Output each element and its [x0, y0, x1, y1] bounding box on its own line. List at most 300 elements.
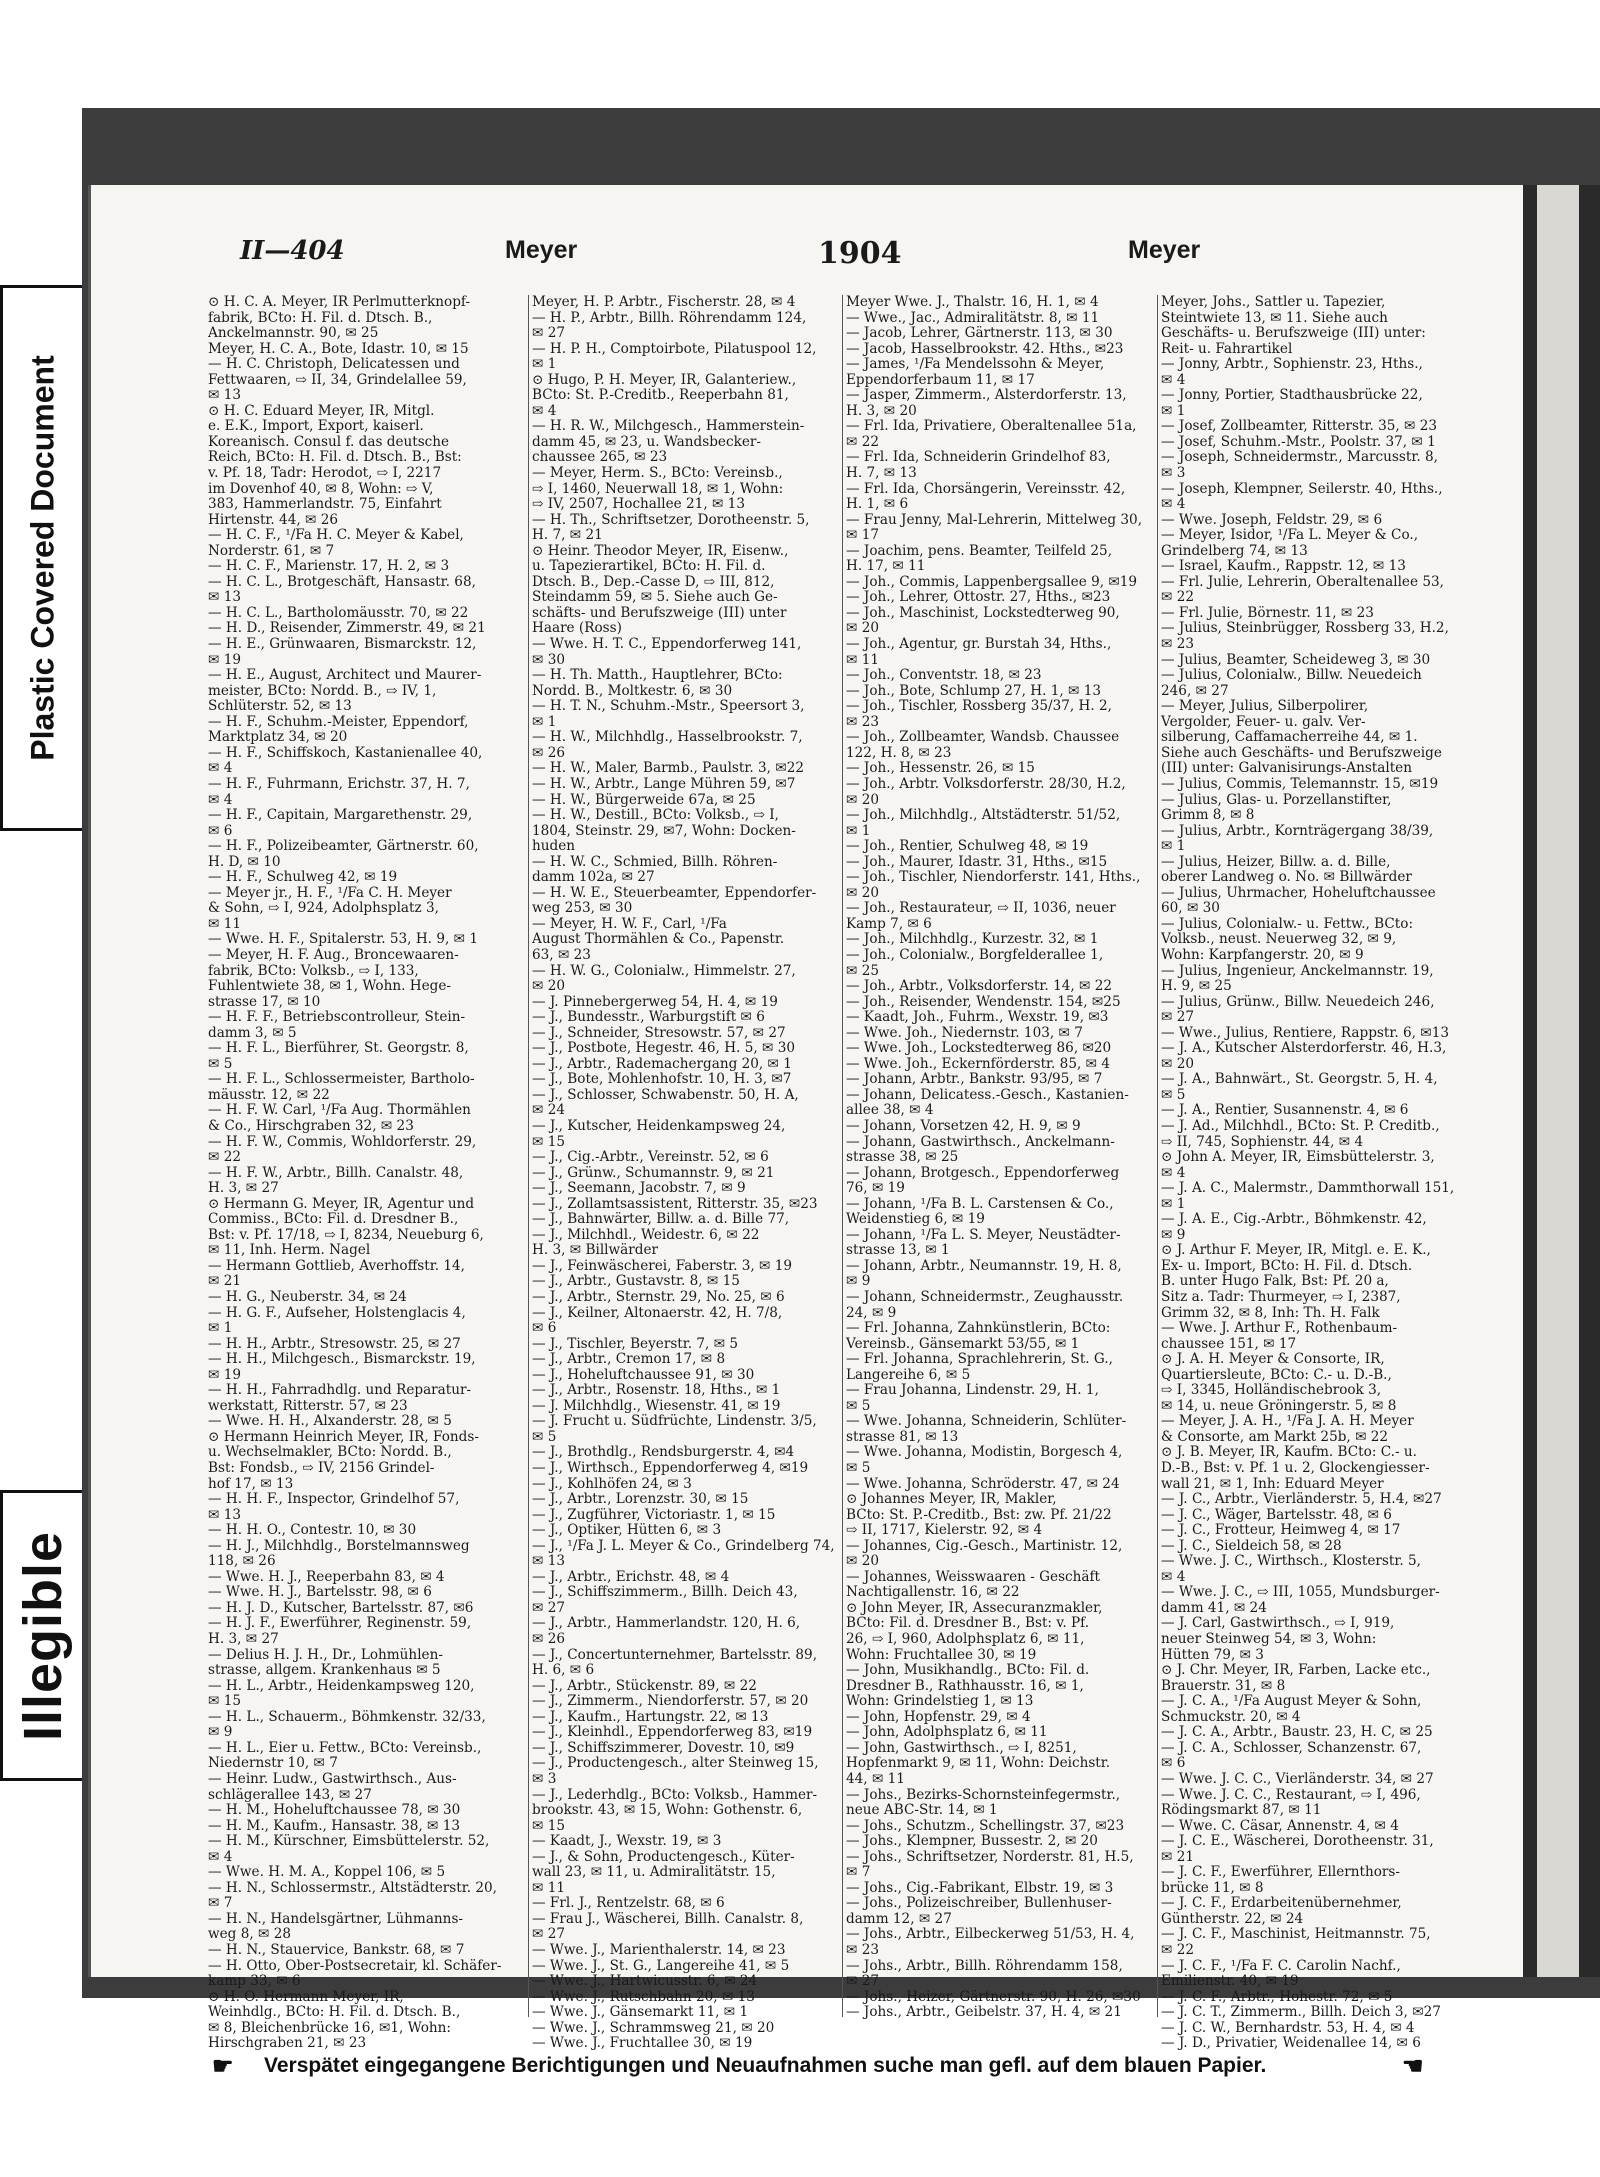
- directory-line: Fuhlentwiete 38, ✉ 1, Wohn. Hege-: [208, 978, 451, 995]
- directory-line: ✉ 7: [208, 1895, 233, 1912]
- directory-line: — Joh., Lehrer, Ottostr. 27, Hths., ✉23: [846, 589, 1111, 606]
- directory-line: — J. Carl, Gastwirthsch., ⇨ I, 919,: [1161, 1615, 1395, 1632]
- page-right-edge: [1523, 185, 1600, 1977]
- directory-line: 63, ✉ 23: [532, 946, 591, 963]
- directory-line: H. 3, ✉ 27: [208, 1631, 279, 1648]
- directory-line: — H. W. C., Schmied, Billh. Röhren-: [532, 853, 778, 870]
- directory-line: August Thormählen & Co., Papenstr.: [532, 931, 785, 948]
- directory-line: damm 41, ✉ 24: [1161, 1599, 1267, 1616]
- directory-line: — Johann, ¹/Fa B. L. Carstensen & Co.,: [846, 1195, 1114, 1212]
- directory-line: — J. Pinnebergerweg 54, H. 4, ✉ 19: [532, 993, 778, 1010]
- directory-line: — H. F., Fuhrmann, Erichstr. 37, H. 7,: [208, 775, 470, 792]
- directory-line: ✉ 23: [1161, 636, 1195, 653]
- directory-line: ✉ 22: [1161, 589, 1195, 606]
- directory-line: — H. M., Kaufm., Hansastr. 38, ✉ 13: [208, 1817, 461, 1834]
- directory-line: — H. F. F., Betriebscontrolleur, Stein-: [208, 1009, 466, 1026]
- directory-line: — Johannes, Cig.-Gesch., Martinistr. 12,: [846, 1537, 1123, 1554]
- directory-line: ✉ 7: [846, 1864, 871, 1881]
- directory-line: — J., Keilner, Altonaerstr. 42, H. 7/8,: [532, 1304, 783, 1321]
- directory-line: — J., Lederhdlg., BCto: Volksb., Hammer-: [532, 1786, 818, 1803]
- directory-line: — H. L., Arbtr., Heidenkampsweg 120,: [208, 1677, 475, 1694]
- directory-line: — J., Schlosser, Schwabenstr. 50, H. A,: [532, 1086, 799, 1103]
- directory-line: — Joseph, Klempner, Seilerstr. 40, Hths.,: [1161, 480, 1443, 497]
- directory-line: — H. C. L., Bartholomäusstr. 70, ✉ 22: [208, 604, 469, 621]
- directory-line: — J., Feinwäscherei, Faberstr. 3, ✉ 19: [532, 1257, 793, 1274]
- directory-line: Brauerstr. 31, ✉ 8: [1161, 1677, 1286, 1694]
- directory-line: ✉ 27: [532, 1599, 566, 1616]
- directory-line: Schlüterstr. 52, ✉ 13: [208, 698, 352, 715]
- directory-line: ✉ 6: [1161, 1755, 1186, 1772]
- directory-line: — J. C., Sieldeich 58, ✉ 28: [1161, 1537, 1342, 1554]
- directory-line: ✉ 9: [846, 1273, 871, 1290]
- directory-line: — H. N., Handelsgärtner, Lühmanns-: [208, 1910, 464, 1927]
- directory-line: — Julius, Commis, Telemannstr. 15, ✉19: [1161, 775, 1439, 792]
- illegible-label: Illegible: [13, 1530, 73, 1741]
- directory-line: — J. A., Kutscher Alsterdorferstr. 46, H.3,: [1161, 1040, 1447, 1057]
- directory-line: — Frl. Julie, Börnestr. 11, ✉ 23: [1161, 604, 1374, 621]
- directory-line: — John, Adolphsplatz 6, ✉ 11: [846, 1724, 1048, 1741]
- directory-line: — J. C., Wäger, Bartelsstr. 48, ✉ 6: [1161, 1506, 1392, 1523]
- directory-line: — H. F. W. Carl, ¹/Fa Aug. Thormählen: [208, 1102, 471, 1119]
- directory-line: 76, ✉ 19: [846, 1180, 905, 1197]
- directory-line: — J. C. F., Maschinist, Heitmannstr. 75,: [1161, 1926, 1431, 1943]
- directory-line: — Julius, Grünw., Billw. Neuedeich 246,: [1161, 993, 1435, 1010]
- directory-line: — H. J., Milchhdlg., Borstelmannsweg: [208, 1537, 470, 1554]
- directory-line: Emilienstr. 40, ✉ 19: [1161, 1973, 1299, 1990]
- directory-line: D.-B., Bst: v. Pf. 1 u. 2, Glockengiesser-: [1161, 1460, 1430, 1477]
- directory-line: ✉ 13: [208, 387, 242, 404]
- directory-line: ✉ 22: [1161, 1941, 1195, 1958]
- directory-line: — Frl. Johanna, Sprachlehrerin, St. G.,: [846, 1351, 1113, 1368]
- directory-line: brücke 11, ✉ 8: [1161, 1879, 1264, 1896]
- directory-line: — Wwe. Joseph, Feldstr. 29, ✉ 6: [1161, 511, 1383, 528]
- directory-line: ✉ 9: [208, 1724, 233, 1741]
- directory-line: — Julius, Arbtr., Kornträgergang 38/39,: [1161, 822, 1434, 839]
- directory-line: — Joh., Maurer, Idastr. 31, Hths., ✉15: [846, 853, 1108, 870]
- directory-line: im Dovenhof 40, ✉ 8, Wohn: ⇨ V,: [208, 480, 434, 497]
- directory-line: — H. J. D., Kutscher, Bartelsstr. 87, ✉6: [208, 1599, 474, 1616]
- directory-line: damm 102a, ✉ 27: [532, 869, 655, 886]
- directory-line: — H. H., Milchgesch., Bismarckstr. 19,: [208, 1351, 476, 1368]
- directory-line: — Wwe. J. C., Wirthsch., Klosterstr. 5,: [1161, 1553, 1421, 1570]
- directory-line: Rödingsmarkt 87, ✉ 11: [1161, 1802, 1322, 1819]
- directory-line: ⊙ Hermann G. Meyer, IR, Agentur und: [208, 1195, 475, 1212]
- directory-line: — Frau Johanna, Lindenstr. 29, H. 1,: [846, 1382, 1099, 1399]
- directory-line: ✉ 3: [1161, 465, 1186, 482]
- directory-line: Hütten 79, ✉ 3: [1161, 1646, 1264, 1663]
- directory-line: — Jonny, Arbtr., Sophienstr. 23, Hths.,: [1161, 356, 1423, 373]
- directory-line: ⊙ Heinr. Theodor Meyer, IR, Eisenw.,: [532, 542, 789, 559]
- directory-line: — Joh., Bote, Schlump 27, H. 1, ✉ 13: [846, 682, 1102, 699]
- directory-line: ⊙ John A. Meyer, IR, Eimsbüttelerstr. 3,: [1161, 1149, 1435, 1166]
- directory-line: — H. H. O., Contestr. 10, ✉ 30: [208, 1522, 417, 1539]
- directory-line: — H. F., Capitain, Margarethenstr. 29,: [208, 807, 473, 824]
- directory-line: ✉ 1: [532, 356, 557, 373]
- directory-line: — Johann, Gastwirthsch., Anckelmann-: [846, 1133, 1115, 1150]
- directory-line: chaussee 265, ✉ 23: [532, 449, 668, 466]
- directory-line: — J. D., Privatier, Weidenallee 14, ✉ 6: [1161, 2035, 1421, 2052]
- directory-line: oberer Landweg o. No. ✉ Billwärder: [1161, 869, 1412, 886]
- directory-line: ⊙ Hermann Heinrich Meyer, IR, Fonds-: [208, 1428, 479, 1445]
- directory-line: Commiss., BCto: Fil. d. Dresdner B.,: [208, 1211, 459, 1228]
- directory-line: ⇨ I, 3345, Holländischebrook 3,: [1161, 1382, 1382, 1399]
- directory-line: & Co., Hirschgraben 32, ✉ 23: [208, 1117, 414, 1134]
- directory-line: 383, Hammerlandstr. 75, Einfahrt: [208, 496, 442, 513]
- directory-line: — Julius, Glas- u. Porzellanstifter,: [1161, 791, 1392, 808]
- directory-line: — Wwe. Johanna, Schröderstr. 47, ✉ 24: [846, 1475, 1120, 1492]
- directory-line: — J. C. W., Bernhardstr. 53, H. 4, ✉ 4: [1161, 2019, 1415, 2036]
- directory-line: — Johs., Bezirks-Schornsteinfegermstr.,: [846, 1786, 1121, 1803]
- directory-line: — Joh., Agentur, gr. Burstah 34, Hths.,: [846, 636, 1112, 653]
- directory-line: — Joh., Milchhdlg., Kurzestr. 32, ✉ 1: [846, 931, 1099, 948]
- directory-line: ✉ 1: [1161, 1195, 1186, 1212]
- directory-line: Quartiersleute, BCto: C.- u. D.-B.,: [1161, 1366, 1392, 1383]
- directory-columns: [208, 294, 1468, 2052]
- directory-line: — Joh., Restaurateur, ⇨ II, 1036, neuer: [846, 900, 1116, 917]
- directory-line: Vereinsb., Gänsemarkt 53/55, ✉ 1: [846, 1335, 1080, 1352]
- directory-line: — James, ¹/Fa Mendelssohn & Meyer,: [846, 356, 1105, 373]
- directory-line: wall 21, ✉ 1, Inh: Eduard Meyer: [1161, 1475, 1384, 1492]
- directory-line: ✉ 4: [532, 402, 557, 419]
- directory-line: — J. Ad., Milchhdl., BCto: St. P. Creditb.,: [1161, 1117, 1440, 1134]
- directory-line: Meyer, H. C. A., Bote, Idastr. 10, ✉ 15: [208, 340, 469, 357]
- directory-line: Weidenstieg 6, ✉ 19: [846, 1211, 985, 1228]
- directory-line: neuer Steinweg 54, ✉ 3, Wohn:: [1161, 1631, 1377, 1648]
- directory-line: — J., Hoheluftchaussee 91, ✉ 30: [532, 1366, 755, 1383]
- directory-line: ✉ 20: [846, 1553, 880, 1570]
- directory-line: ⊙ J. Arthur F. Meyer, IR, Mitgl. e. E. K.,: [1161, 1242, 1431, 1259]
- footer-text: Verspätet eingegangene Berichtigungen und Neuaufnahmen suche man gefl. auf dem blauen Papier.: [264, 2054, 1267, 2077]
- directory-line: — J. A., Rentier, Susannenstr. 4, ✉ 6: [1161, 1102, 1409, 1119]
- directory-line: ✉ 20: [532, 978, 566, 995]
- directory-line: — H. L., Schauerm., Böhmkenstr. 32/33,: [208, 1708, 486, 1725]
- directory-line: Wohn: Grindelstieg 1, ✉ 13: [846, 1693, 1034, 1710]
- directory-line: ✉ 19: [208, 1366, 242, 1383]
- directory-line: Langereihe 6, ✉ 5: [846, 1366, 971, 1383]
- directory-line: 60, ✉ 30: [1161, 900, 1220, 917]
- directory-line: — Johs., Cig.-Fabrikant, Elbstr. 19, ✉ 3: [846, 1879, 1114, 1896]
- directory-line: — Julius, Steinbrügger, Rossberg 33, H.2,: [1161, 620, 1449, 637]
- directory-line: ✉ 27: [1161, 1009, 1195, 1026]
- directory-line: ✉ 8, Bleichenbrücke 16, ✉1, Wohn:: [208, 2019, 452, 2036]
- directory-line: hof 17, ✉ 13: [208, 1475, 294, 1492]
- directory-line: ⊙ J. A. H. Meyer & Consorte, IR,: [1161, 1351, 1385, 1368]
- directory-line: — H. W. G., Colonialw., Himmelstr. 27,: [532, 962, 796, 979]
- directory-line: — H. W. E., Steuerbeamter, Eppendorfer-: [532, 884, 817, 901]
- directory-line: ✉ 3: [532, 1770, 557, 1787]
- directory-line: — J., Arbtr., Rademachergang 20, ✉ 1: [532, 1055, 792, 1072]
- directory-line: — J., & Sohn, Productengesch., Küter-: [532, 1848, 795, 1865]
- directory-line: H. D, ✉ 10: [208, 853, 281, 870]
- directory-line: — J., Bote, Mohlenhofstr. 10, H. 3, ✉7: [532, 1071, 792, 1088]
- directory-line: — Wwe. Joh., Niedernstr. 103, ✉ 7: [846, 1024, 1083, 1041]
- directory-line: — Wwe. J., Fruchtallee 30, ✉ 19: [532, 2035, 753, 2052]
- directory-line: — J., Kutscher, Heidenkampsweg 24,: [532, 1117, 786, 1134]
- directory-line: ✉ 26: [532, 1631, 566, 1648]
- directory-line: — H. C. F., ¹/Fa H. C. Meyer & Kabel,: [208, 527, 464, 544]
- directory-line: 24, ✉ 9: [846, 1304, 897, 1321]
- directory-line: ✉ 15: [532, 1133, 566, 1150]
- directory-line: — Josef, Schuhm.-Mstr., Poolstr. 37, ✉ 1: [1161, 433, 1436, 450]
- directory-line: schlägerallee 143, ✉ 27: [208, 1786, 372, 1803]
- directory-line: ✉ 23: [846, 1941, 880, 1958]
- directory-line: H. 3, ✉ Billwärder: [532, 1242, 659, 1259]
- directory-line: — John, Gastwirthsch., ⇨ I, 8251,: [846, 1739, 1077, 1756]
- directory-line: ✉ 15: [208, 1693, 242, 1710]
- directory-line: ✉ 5: [846, 1397, 871, 1414]
- pointing-hand-right-icon: ☚: [1402, 2053, 1424, 2080]
- directory-line: — J. A. E., Cig.-Arbtr., Böhmkenstr. 42,: [1161, 1211, 1427, 1228]
- header-name-right: Meyer: [1128, 236, 1201, 264]
- directory-line: — Wwe. H. F., Spitalerstr. 53, H. 9, ✉ 1: [208, 931, 478, 948]
- directory-line: — Kaadt, Joh., Fuhrm., Wexstr. 19, ✉3: [846, 1009, 1109, 1026]
- directory-line: — Johs., Klempner, Bussestr. 2, ✉ 20: [846, 1833, 1098, 1850]
- directory-line: — Wwe. H. J., Reeperbahn 83, ✉ 4: [208, 1568, 445, 1585]
- directory-line: — Joh., Maschinist, Lockstedterweg 90,: [846, 604, 1120, 621]
- directory-line: Fettwaaren, ⇨ II, 34, Grindelallee 59,: [208, 371, 467, 388]
- directory-line: ✉ 5: [846, 1460, 871, 1477]
- directory-line: 122, H. 8, ✉ 23: [846, 744, 952, 761]
- directory-line: — H. Th. Matth., Hauptlehrer, BCto:: [532, 667, 783, 684]
- directory-line: Norderstr. 61, ✉ 7: [208, 542, 335, 559]
- directory-line: ✉ 13: [208, 1506, 242, 1523]
- directory-line: — Julius, Ingenieur, Anckelmannstr. 19,: [1161, 962, 1434, 979]
- directory-line: — Wwe. H. T. C., Eppendorferweg 141,: [532, 636, 802, 653]
- directory-line: strasse, allgem. Krankenhaus ✉ 5: [208, 1662, 441, 1679]
- directory-line: — H. F., Schiffskoch, Kastanienallee 40,: [208, 744, 483, 761]
- directory-line: — J. C., Frotteur, Heimweg 4, ✉ 17: [1161, 1522, 1401, 1539]
- directory-line: fabrik, BCto: Volksb., ⇨ I, 133,: [208, 962, 419, 979]
- directory-line: Anckelmannstr. 90, ✉ 25: [208, 325, 379, 342]
- directory-line: — Kaadt, J., Wexstr. 19, ✉ 3: [532, 1833, 722, 1850]
- directory-line: — H. J. F., Ewerführer, Reginenstr. 59,: [208, 1615, 472, 1632]
- header-name-left: Meyer: [505, 236, 578, 264]
- directory-line: ✉ 20: [846, 620, 880, 637]
- directory-line: ✉ 25: [846, 962, 880, 979]
- directory-line: brookstr. 43, ✉ 15, Wohn: Gothenstr. 6,: [532, 1802, 803, 1819]
- directory-line: Dtsch. B., Dep.-Casse D, ⇨ III, 812,: [532, 573, 775, 590]
- directory-line: — J. C. T., Zimmerm., Billh. Deich 3, ✉27: [1161, 2004, 1441, 2021]
- directory-line: ✉ 9: [1161, 1226, 1186, 1243]
- directory-line: — J., Milchhdl., Weidestr. 6, ✉ 22: [532, 1226, 760, 1243]
- directory-line: — Wwe. C. Cäsar, Annenstr. 4, ✉ 4: [1161, 1817, 1399, 1834]
- directory-line: — H. F. W., Commis, Wohldorferstr. 29,: [208, 1133, 477, 1150]
- directory-line: — Frau Jenny, Mal-Lehrerin, Mittelweg 30,: [846, 511, 1143, 528]
- directory-line: — H. E., August, Architect und Maurer-: [208, 667, 482, 684]
- directory-line: — Heinr. Ludw., Gastwirthsch., Aus-: [208, 1770, 457, 1787]
- directory-line: — Frl. Johanna, Zahnkünstlerin, BCto:: [846, 1320, 1111, 1337]
- directory-line: — J., Productengesch., alter Steinweg 15,: [532, 1755, 819, 1772]
- directory-line: damm 45, ✉ 23, u. Wandsbecker-: [532, 433, 761, 450]
- directory-line: Bst: v. Pf. 17/18, ⇨ I, 8234, Neueburg 6,: [208, 1226, 484, 1243]
- directory-line: — H. W., Maler, Barmb., Paulstr. 3, ✉22: [532, 760, 804, 777]
- directory-line: — Josef, Zollbeamter, Ritterstr. 35, ✉ 23: [1161, 418, 1438, 435]
- directory-line: — J., Optiker, Hütten 6, ✉ 3: [532, 1522, 722, 1539]
- directory-line: ✉ 23: [846, 713, 880, 730]
- directory-line: H. 3, ✉ 27: [208, 1180, 279, 1197]
- directory-line: — Johann, Brotgesch., Eppendorferweg: [846, 1164, 1120, 1181]
- directory-line: — Meyer, H. W. F., Carl, ¹/Fa: [532, 915, 727, 932]
- directory-line: — H. C. F., Marienstr. 17, H. 2, ✉ 3: [208, 558, 450, 575]
- directory-line: — H. M., Kürschner, Eimsbüttelerstr. 52,: [208, 1833, 490, 1850]
- directory-line: ✉ 19: [208, 651, 242, 668]
- directory-line: — J. C. A., Arbtr., Baustr. 23, H. C, ✉ 25: [1161, 1724, 1433, 1741]
- directory-line: (III) unter: Galvanisirungs-Anstalten: [1161, 760, 1412, 777]
- directory-line: — J., Seemann, Jacobstr. 7, ✉ 9: [532, 1180, 746, 1197]
- directory-line: — H. F., Polizeibeamter, Gärtnerstr. 60,: [208, 838, 479, 855]
- directory-line: ✉ 4: [1161, 1568, 1186, 1585]
- directory-line: — H. F. W., Arbtr., Billh. Canalstr. 48,: [208, 1164, 464, 1181]
- directory-line: H. 7, ✉ 13: [846, 465, 917, 482]
- directory-line: — Jonny, Portier, Stadthausbrücke 22,: [1161, 387, 1423, 404]
- directory-line: — Jacob, Lehrer, Gärtnerstr. 113, ✉ 30: [846, 325, 1113, 342]
- directory-line: — H. Otto, Ober-Postsecretair, kl. Schäfer-: [208, 1957, 502, 1974]
- pointing-hand-left-icon: ☛: [212, 2053, 234, 2080]
- directory-line: — Frl. Ida, Privatiere, Oberaltenallee 51a,: [846, 418, 1137, 435]
- directory-line: Grimm 8, ✉ 8: [1161, 807, 1255, 824]
- directory-line: — J., Bundesstr., Warburgstift ✉ 6: [532, 1009, 765, 1026]
- directory-line: BCto: St. P.-Creditb., Bst: zw. Pf. 21/22: [846, 1506, 1112, 1523]
- directory-line: ✉ 4: [1161, 371, 1186, 388]
- directory-line: — Joachim, pens. Beamter, Teilfeld 25,: [846, 542, 1113, 559]
- directory-line: e. E.K., Import, Export, kaiserl.: [208, 418, 424, 435]
- directory-line: mäusstr. 12, ✉ 22: [208, 1086, 330, 1103]
- directory-line: ✉ 17: [846, 527, 880, 544]
- directory-line: strasse 13, ✉ 1: [846, 1242, 950, 1259]
- directory-line: ✉ 4: [208, 760, 233, 777]
- directory-line: 26, ⇨ I, 960, Adolphsplatz 6, ✉ 11,: [846, 1631, 1085, 1648]
- directory-line: — Julius, Colonialw., Billw. Neuedeich: [1161, 667, 1422, 684]
- directory-line: — Wwe. H. M. A., Koppel 106, ✉ 5: [208, 1864, 446, 1881]
- directory-line: ✉ 15: [532, 1817, 566, 1834]
- page-header: [150, 236, 1450, 276]
- directory-line: — Johann, Vorsetzen 42, H. 9, ✉ 9: [846, 1117, 1081, 1134]
- directory-line: ✉ 13: [208, 589, 242, 606]
- directory-line: — J. A., Bahnwärt., St. Georgstr. 5, H. 4,: [1161, 1071, 1438, 1088]
- directory-line: Meyer, Johs., Sattler u. Tapezier,: [1161, 294, 1386, 310]
- directory-line: — Wwe. J. C., ⇨ III, 1055, Mundsburger-: [1161, 1584, 1440, 1601]
- directory-line: — Wwe. J., Gänsemarkt 11, ✉ 1: [532, 2004, 749, 2021]
- directory-line: ✉ 11: [846, 651, 880, 668]
- directory-line: — Johann, Arbtr., Neumannstr. 19, H. 8,: [846, 1257, 1122, 1274]
- directory-line: Steindamm 59, ✉ 5. Siehe auch Ge-: [532, 589, 778, 606]
- directory-line: — Johs., Arbtr., Eilbeckerweg 51/53, H. 4,: [846, 1926, 1135, 1943]
- directory-line: — Johann, Schneidermstr., Zeughausstr.: [846, 1289, 1124, 1305]
- directory-line: — Meyer, Julius, Silberpolirer,: [1161, 698, 1369, 715]
- directory-line: — Wwe. J., Schrammsweg 21, ✉ 20: [532, 2019, 775, 2036]
- directory-line: — J. Frucht u. Südfrüchte, Lindenstr. 3/5,: [532, 1413, 817, 1430]
- directory-line: — John, Hopfenstr. 29, ✉ 4: [846, 1708, 1031, 1725]
- directory-line: — J., Arbtr., Gustavstr. 8, ✉ 15: [532, 1273, 740, 1290]
- directory-line: — H. F. L., Schlossermeister, Bartholo-: [208, 1071, 475, 1088]
- directory-line: — Joh., Arbtr. Volksdorferstr. 28/30, H.2,: [846, 775, 1126, 792]
- directory-line: — Wwe. J., Hartwicusstr. 6, ✉ 24: [532, 1973, 758, 1990]
- directory-line: — Johann, ¹/Fa L. S. Meyer, Neustädter-: [846, 1226, 1121, 1243]
- directory-line: Geschäfts- u. Berufszweige (III) unter:: [1161, 325, 1426, 342]
- directory-line: — J., ¹/Fa J. L. Meyer & Co., Grindelberg 74,: [532, 1537, 835, 1554]
- directory-line: — Jacob, Hasselbrookstr. 42. Hths., ✉23: [846, 340, 1124, 357]
- directory-line: — J., Zimmerm., Niendorferstr. 57, ✉ 20: [532, 1693, 809, 1710]
- directory-line: Sitz a. Tadr: Thurmeyer, ⇨ I, 2387,: [1161, 1289, 1401, 1305]
- directory-line: u. Wechselmakler, BCto: Nordd. B.,: [208, 1444, 452, 1461]
- directory-line: 44, ✉ 11: [846, 1770, 905, 1787]
- directory-line: Nachtigallenstr. 16, ✉ 22: [846, 1584, 1020, 1601]
- directory-line: Haare (Ross): [532, 620, 622, 637]
- directory-line: — Joseph, Schneidermstr., Marcusstr. 8,: [1161, 449, 1438, 466]
- directory-line: — Wwe. J. Arthur F., Rothenbaum-: [1161, 1320, 1398, 1337]
- directory-line: Koreanisch. Consul f. das deutsche: [208, 433, 450, 450]
- directory-line: Steintwiete 13, ✉ 11. Siehe auch: [1161, 309, 1388, 326]
- directory-line: H. 1, ✉ 6: [846, 496, 909, 513]
- directory-line: — J. C. A., Schlosser, Schanzenstr. 67,: [1161, 1739, 1422, 1756]
- directory-line: ✉ 27: [532, 325, 566, 342]
- directory-line: — Frl. Ida, Chorsängerin, Vereinsstr. 42,: [846, 480, 1126, 497]
- directory-line: ✉ 5: [1161, 1086, 1186, 1103]
- directory-line: — Johs., Arbtr., Billh. Röhrendamm 158,: [846, 1957, 1123, 1974]
- directory-line: Kamp 7, ✉ 6: [846, 915, 932, 932]
- directory-line: ⊙ H. C. A. Meyer, IR Perlmutterknopf-: [208, 294, 471, 310]
- directory-line: — H. H., Arbtr., Stresowstr. 25, ✉ 27: [208, 1335, 461, 1352]
- directory-line: ✉ 4: [1161, 1164, 1186, 1181]
- directory-line: ✉ 11: [208, 915, 242, 932]
- directory-line: Hirschgraben 21, ✉ 23: [208, 2035, 367, 2052]
- directory-line: — J., Arbtr., Cremon 17, ✉ 8: [532, 1351, 726, 1368]
- directory-line: ✉ 1: [1161, 838, 1186, 855]
- directory-line: — J., Brothdlg., Rendsburgerstr. 4, ✉4: [532, 1444, 795, 1461]
- directory-line: — J. C. A., ¹/Fa August Meyer & Sohn,: [1161, 1693, 1422, 1710]
- directory-line: Reit- u. Fahrartikel: [1161, 340, 1293, 357]
- directory-line: — Wwe. Johanna, Schneiderin, Schlüter-: [846, 1413, 1127, 1430]
- directory-line: silberung, Caffamacherreihe 44, ✉ 1.: [1161, 729, 1418, 746]
- directory-line: — Johs., Schutzm., Schellingstr. 37, ✉23: [846, 1817, 1125, 1834]
- directory-line: — Hermann Gottlieb, Averhoffstr. 14,: [208, 1257, 465, 1274]
- directory-line: — H. F., Schulweg 42, ✉ 19: [208, 869, 398, 886]
- directory-line: ✉ 4: [208, 791, 233, 808]
- directory-line: — J. Milchhdlg., Wiesenstr. 41, ✉ 19: [532, 1397, 781, 1414]
- directory-line: — Joh., Tischler, Niendorferstr. 141, Hths.,: [846, 869, 1141, 886]
- directory-line: — Joh., Rentier, Schulweg 48, ✉ 19: [846, 838, 1089, 855]
- directory-line: — J., Schiffszimmerer, Dovestr. 10, ✉9: [532, 1739, 795, 1756]
- directory-line: Schmuckstr. 20, ✉ 4: [1161, 1708, 1301, 1725]
- directory-line: — J., Arbtr., Rosenstr. 18, Hths., ✉ 1: [532, 1382, 781, 1399]
- directory-line: Hirtenstr. 44, ✉ 26: [208, 511, 338, 528]
- directory-line: — Meyer, H. F. Aug., Broncewaaren-: [208, 946, 459, 963]
- directory-line: Güntherstr. 22, ✉ 24: [1161, 1910, 1304, 1927]
- directory-line: — Johann, Delicatess.-Gesch., Kastanien-: [846, 1086, 1129, 1103]
- directory-line: — H. G. F., Aufseher, Holstenglacis 4,: [208, 1304, 466, 1321]
- directory-line: ⊙ John Meyer, IR, Assecuranzmakler,: [846, 1599, 1103, 1616]
- directory-line: — H. M., Hoheluftchaussee 78, ✉ 30: [208, 1802, 461, 1819]
- directory-line: ✉ 24: [532, 1102, 566, 1119]
- directory-line: ✉ 1: [1161, 402, 1186, 419]
- directory-line: 118, ✉ 26: [208, 1553, 276, 1570]
- directory-line: ⇨ IV, 2507, Hochallee 21, ✉ 13: [532, 496, 745, 513]
- directory-line: BCto: Fil. d. Dresdner B., Bst: v. Pf.: [846, 1615, 1090, 1632]
- directory-line: — H. N., Stauervice, Bankstr. 68, ✉ 7: [208, 1941, 465, 1958]
- directory-line: ⊙ H. C. Eduard Meyer, IR, Mitgl.: [208, 402, 435, 419]
- directory-line: — Delius H. J. H., Dr., Lohmühlen-: [208, 1646, 443, 1663]
- directory-line: ✉ 5: [208, 1055, 233, 1072]
- directory-line: ✉ 11: [532, 1879, 566, 1896]
- directory-line: — H. W., Destill., BCto: Volksb., ⇨ I,: [532, 807, 779, 824]
- directory-line: — H. P., Arbtr., Billh. Röhrendamm 124,: [532, 309, 807, 326]
- directory-line: — Wwe. J. C. C., Restaurant, ⇨ I, 496,: [1161, 1786, 1421, 1803]
- directory-line: — Meyer, Isidor, ¹/Fa L. Meyer & Co.,: [1161, 527, 1419, 544]
- directory-line: — H. G., Neuberstr. 34, ✉ 24: [208, 1289, 407, 1305]
- directory-line: Eppendorferbaum 11, ✉ 17: [846, 371, 1035, 388]
- directory-line: Wohn: Karpfangerstr. 20, ✉ 9: [1161, 946, 1364, 963]
- directory-line: & Sohn, ⇨ I, 924, Adolphsplatz 3,: [208, 900, 439, 917]
